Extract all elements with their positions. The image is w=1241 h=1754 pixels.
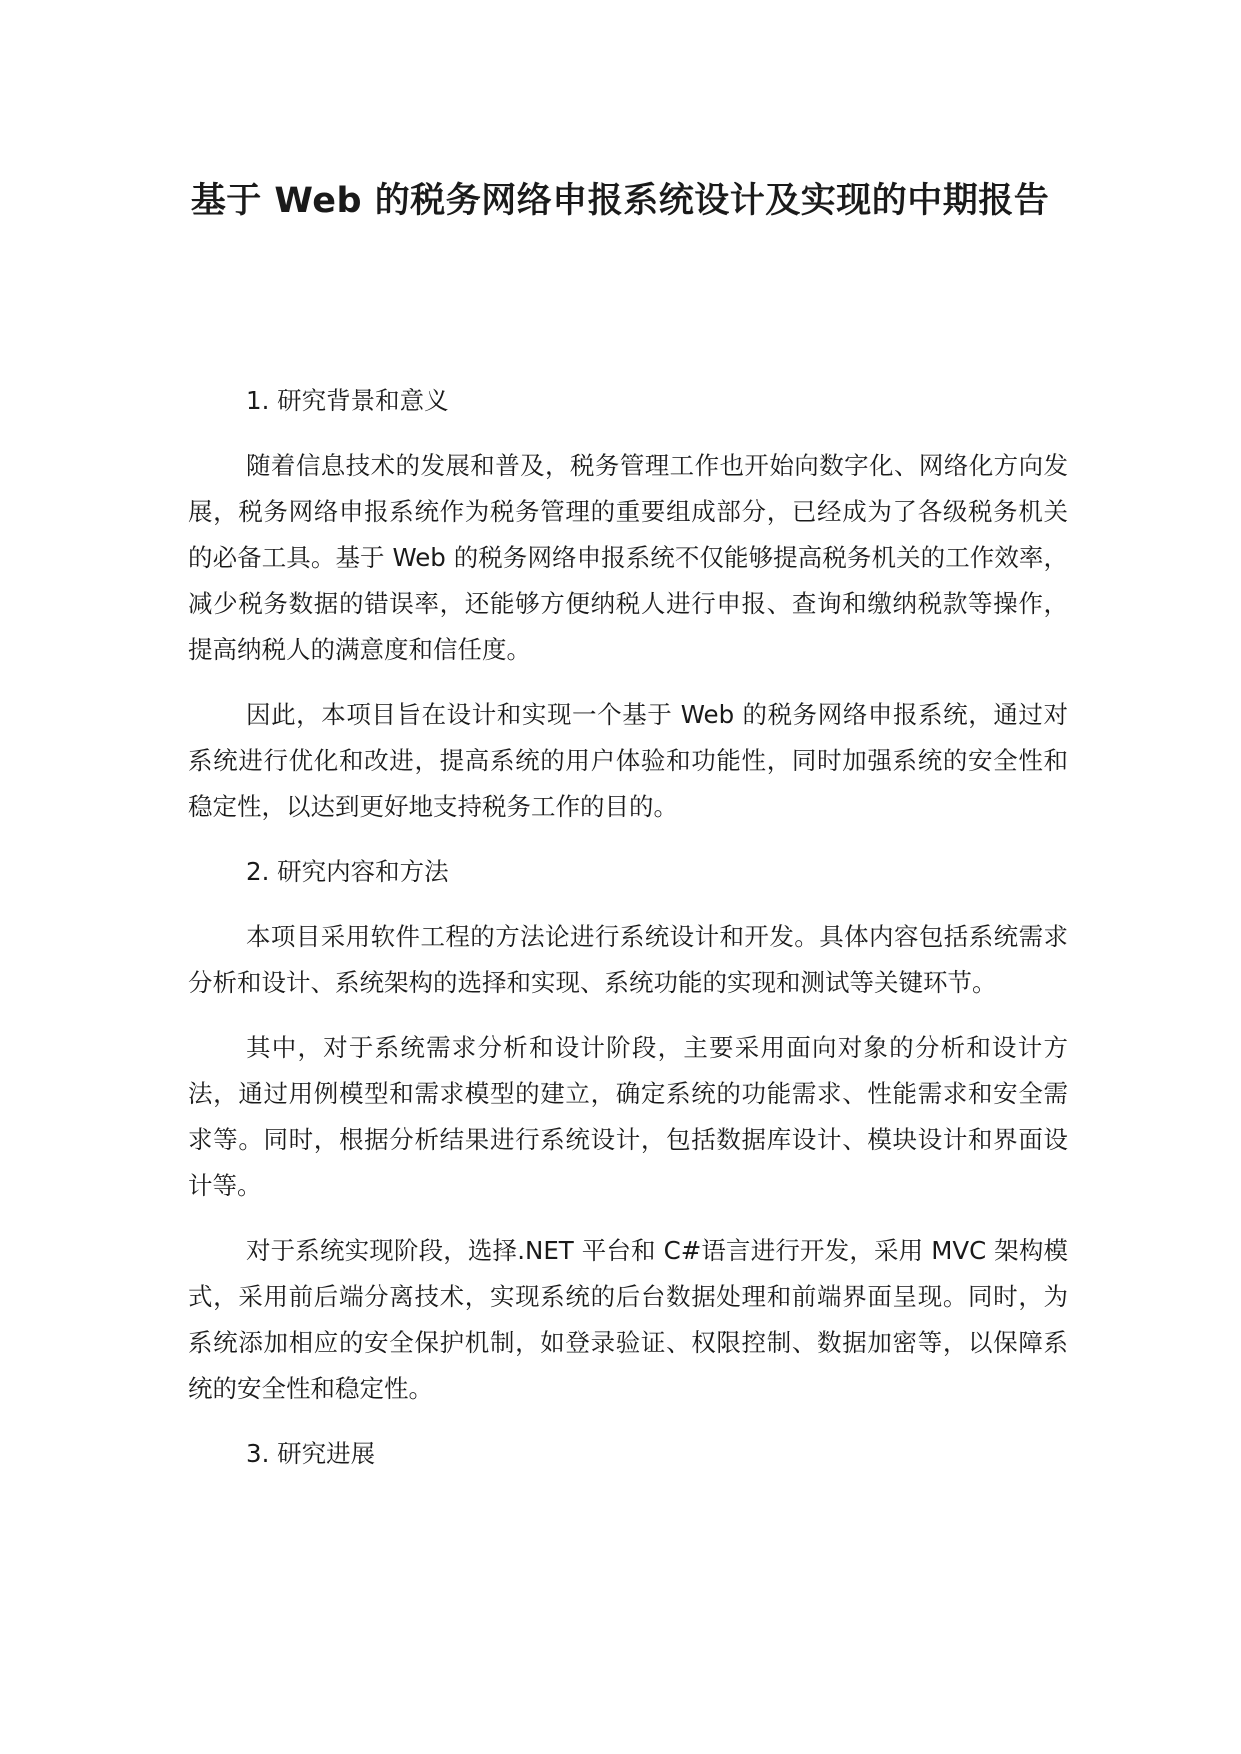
section-heading: 2. 研究内容和方法 (246, 857, 449, 886)
section-heading: 1. 研究背景和意义 (246, 386, 449, 415)
section-progress (188, 1431, 1068, 1477)
document-body (188, 378, 1068, 1496)
paragraph: 对于系统实现阶段，选择.NET 平台和 C#语言进行开发，采用 MVC 架构模式，采用前后端分离技术，实现系统的后台数据处理和前端界面呈现。同时，为系统添加相应的安全保护机制，如登录验证、权限控制、数据加密等，以保障系统的安全性和稳定性。 (188, 1236, 1068, 1403)
section-content-methods (188, 849, 1068, 1412)
section-heading: 3. 研究进展 (246, 1439, 376, 1468)
paragraph: 其中，对于系统需求分析和设计阶段，主要采用面向对象的分析和设计方法，通过用例模型和需求模型的建立，确定系统的功能需求、性能需求和安全需求等。同时，根据分析结果进行系统设计，包括数据库设计、模块设计和界面设计等。 (188, 1033, 1068, 1200)
document-title: 基于 Web 的税务网络申报系统设计及实现的中期报告 (190, 181, 1050, 221)
section-background (188, 378, 1068, 830)
paragraph: 本项目采用软件工程的方法论进行系统设计和开发。具体内容包括系统需求分析和设计、系统架构的选择和实现、系统功能的实现和测试等关键环节。 (188, 922, 1068, 997)
paragraph: 随着信息技术的发展和普及，税务管理工作也开始向数字化、网络化方向发展，税务网络申报系统作为税务管理的重要组成部分，已经成为了各级税务机关的必备工具。基于 Web 的税务网络申报系统不仅能够提高税务机关的工作效率，减少税务数据的错误率，还能够方便纳税人进行申报、查询和缴纳税款等操作，提高纳税人的满意度和信任度。 (188, 451, 1068, 664)
paragraph: 因此，本项目旨在设计和实现一个基于 Web 的税务网络申报系统，通过对系统进行优化和改进，提高系统的用户体验和功能性，同时加强系统的安全性和稳定性，以达到更好地支持税务工作的目的。 (188, 700, 1068, 821)
